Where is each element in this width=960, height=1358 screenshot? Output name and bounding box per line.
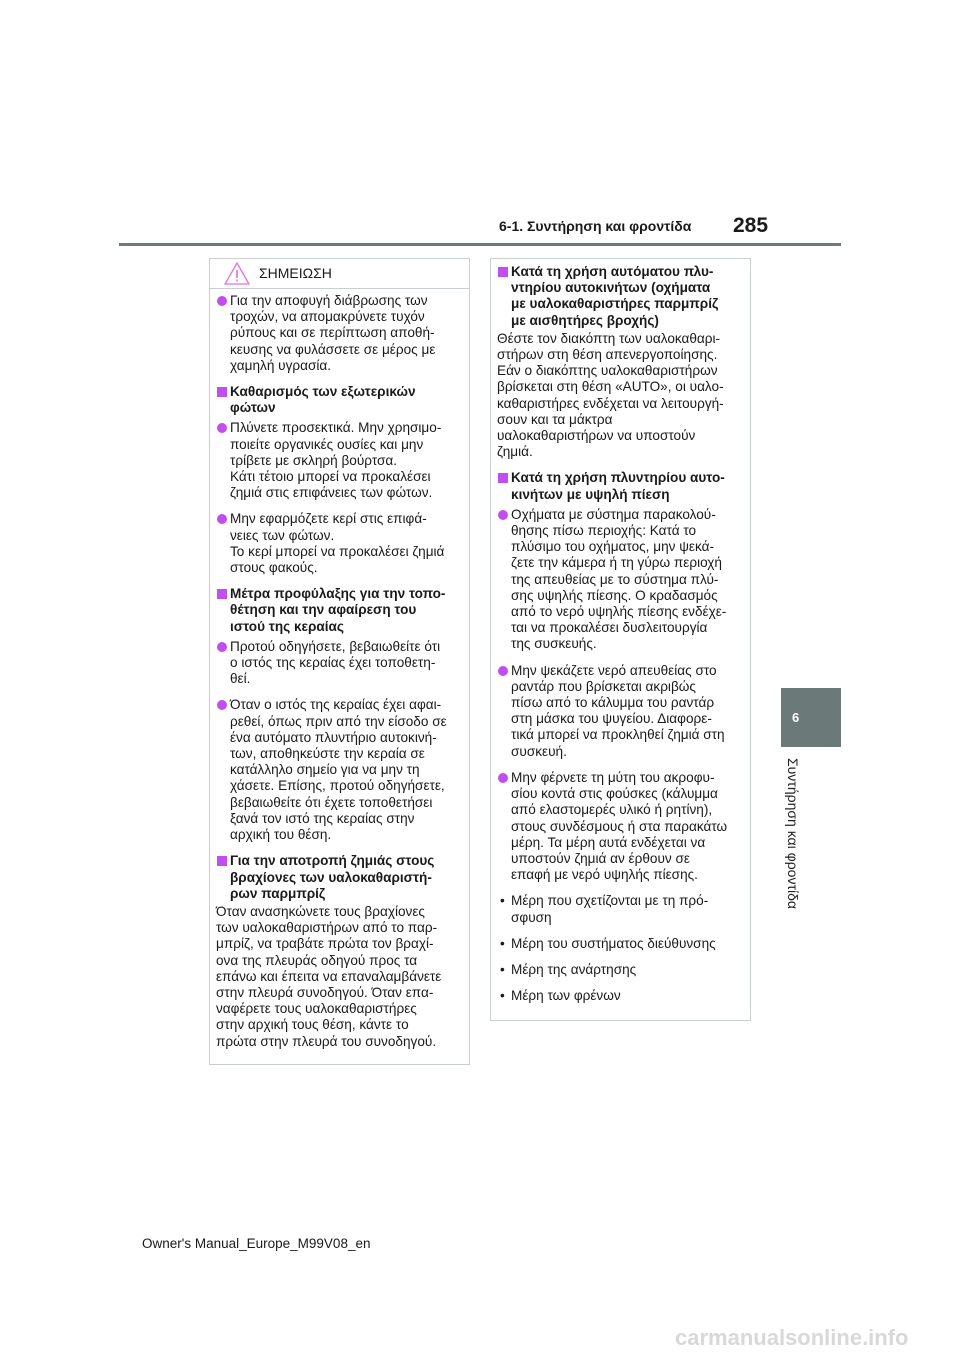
notice-title: ΣΗΜΕΙΩΣΗ xyxy=(259,265,332,281)
list-item xyxy=(497,770,744,883)
circle-bullet-icon xyxy=(217,514,227,524)
item-text: Μέρη του συστήματος διεύθυνσης xyxy=(511,935,716,951)
section-heading xyxy=(216,384,463,416)
item-text: Οχήματα με σύστημα παρακολού- θησης πίσω περιοχής: Κατά το πλύσιμο του οχήματος, μην ψεκά- ζετε την κάμερα ή τη γύρω περιοχή της απευθείας με το σύστημα πλύ- σης υψηλής πίεσης. Ο κραδασμός από το νερό υψηλής πίεσης ενδέχε- ται να προκαλέσει δυσλειτουργία της συσκευής. xyxy=(511,506,727,652)
watermark: carmanualsonline.info xyxy=(675,1325,909,1350)
item-text: Για την αποτροπή ζημιάς στους βραχίονες των υαλοκαθαριστή- ρων παρμπρίζ xyxy=(230,853,435,901)
list-item xyxy=(497,507,744,653)
item-text: Μέρη που σχετίζονται με τη πρό- σφυση xyxy=(511,893,709,925)
list-item xyxy=(216,420,463,501)
list-item xyxy=(216,639,463,688)
right-info-box xyxy=(490,258,751,1021)
list-item xyxy=(216,697,463,843)
notice-box xyxy=(209,258,470,1065)
section-heading xyxy=(216,853,463,902)
item-text: Μην εφαρμόζετε κερί στις επιφά- νειες των φώτων. Το κερί μπορεί να προκαλέσει ζημιά στους φακούς. xyxy=(230,511,445,576)
square-bullet-icon xyxy=(217,589,227,599)
circle-bullet-icon xyxy=(217,700,227,710)
section-title: 6-1. Συντήρηση και φροντίδα xyxy=(499,218,692,234)
square-bullet-icon xyxy=(498,473,508,483)
list-item xyxy=(497,988,744,1004)
chapter-tab[interactable] xyxy=(781,688,841,747)
square-bullet-icon xyxy=(217,387,227,397)
section-heading xyxy=(497,470,744,502)
list-item xyxy=(497,962,744,978)
warning-triangle-icon xyxy=(224,262,250,285)
list-item xyxy=(497,893,744,925)
page-number: 285 xyxy=(733,214,769,237)
item-text: Μέτρα προφύλαξης για την τοπο- θέτηση και την αφαίρεση του ιστού της κεραίας xyxy=(230,586,446,634)
dot-bullet-icon: • xyxy=(500,961,505,977)
circle-bullet-icon xyxy=(498,666,508,676)
item-text: Όταν ο ιστός της κεραίας έχει αφαι- ρεθεί, όπως πριν από την είσοδο σε ένα αυτόματο πλυντήριο αυτοκινή- των, αποθηκεύστε την κεραία σε κατάλληλο σημείο για να μην τη χάσετε. Επίσης, προτού οδηγήσετε, βεβαιωθείτε ότι έχετε τοποθετήσει ξανά τον ιστό της κεραίας στην αρχική του θέση. xyxy=(230,697,447,843)
left-column-content xyxy=(210,289,469,1050)
item-text: Κατά τη χρήση πλυντηρίου αυτο- κινήτων με υψηλή πίεση xyxy=(511,470,725,502)
item-text: Καθαρισμός των εξωτερικών φώτων xyxy=(230,384,416,416)
right-column-content xyxy=(491,259,750,1004)
header-divider xyxy=(119,243,841,246)
notice-header xyxy=(210,259,469,289)
item-text: Μέρη των φρένων xyxy=(511,988,621,1004)
list-item xyxy=(216,511,463,576)
item-text: Θέστε τον διακόπτη των υαλοκαθαρι- στήρων στη θέση απενεργοποίησης. Εάν ο διακόπτης υαλοκαθαριστήρων βρίσκεται στη θέση «AUTO», οι υαλο- καθαριστήρες ενδέχεται να λειτουργή- σουν και τα μάκτρα υαλοκαθαριστήρων να υποστούν ζημιά. xyxy=(497,330,724,460)
circle-bullet-icon xyxy=(217,423,227,433)
circle-bullet-icon xyxy=(217,642,227,652)
section-heading xyxy=(216,586,463,635)
circle-bullet-icon xyxy=(498,510,508,520)
list-item xyxy=(216,293,463,374)
item-text: Μην φέρνετε τη μύτη του ακροφυ- σίου κοντά στις φούσκες (κάλυμμα από ελαστομερές υλικό ή ρητίνη), στους συνδέσμους ή στα παρακάτω μέρη. Τα μέρη αυτά ενδέχεται να υποστούν ζημιά αν έρθουν σε επαφή με νερό υψηλής πίεσης. xyxy=(511,769,728,883)
dot-bullet-icon: • xyxy=(500,935,505,951)
footer-text: Owner's Manual_Europe_M99V08_en xyxy=(142,1236,371,1251)
item-text: Μην ψεκάζετε νερό απευθείας στο ραντάρ που βρίσκεται ακριβώς πίσω από το κάλυμμα του ραντάρ στη μάσκα του ψυγείου. Διαφορε- τικά μπορεί να προκληθεί ζημιά στη συσκευή. xyxy=(511,662,725,759)
item-text: Κατά τη χρήση αυτόματου πλυ- ντηρίου αυτοκινήτων (οχήματα με υαλοκαθαριστήρες παρμπρίζ με αισθητήρες βροχής) xyxy=(511,264,719,328)
item-text: Μέρη της ανάρτησης xyxy=(511,961,637,977)
list-item xyxy=(497,936,744,952)
item-text: Πλύνετε προσεκτικά. Μην χρησιμο- ποιείτε οργανικές ουσίες και μην τρίβετε με σκληρή βούρτσα. Κάτι τέτοιο μπορεί να προκαλέσει ζημιά στις επιφάνειες των φώτων. xyxy=(230,420,442,501)
list-item xyxy=(497,663,744,760)
item-text: Προτού οδηγήσετε, βεβαιωθείτε ότι ο ιστός της κεραίας έχει τοποθετη- θεί. xyxy=(230,638,441,687)
dot-bullet-icon: • xyxy=(500,988,505,1004)
circle-bullet-icon xyxy=(217,296,227,306)
chapter-number: 6 xyxy=(792,710,800,725)
item-text: Όταν ανασηκώνετε τους βραχίονες των υαλοκαθαριστήρων από το παρ- μπρίζ, να τραβάτε πρώτα τον βραχί- ονα της πλευράς οδηγού προς τα επάνω και έπειτα να επαναλαμβάνετε στην πλευρά συνοδηγού. Όταν επα- ναφέρετε τους υαλοκαθαριστήρες στην αρχική τους θέση, κάντε το πρώτα στην πλευρά του συνοδηγού. xyxy=(216,903,442,1049)
paragraph xyxy=(497,331,744,461)
paragraph xyxy=(216,904,463,1050)
square-bullet-icon xyxy=(498,267,508,277)
section-heading xyxy=(497,264,744,329)
square-bullet-icon xyxy=(217,856,227,866)
circle-bullet-icon xyxy=(498,773,508,783)
chapter-label: Συντήρηση και φροντίδα xyxy=(785,758,801,909)
item-text: Για την αποφυγή διάβρωσης των τροχών, να απομακρύνετε τυχόν ρύπους και σε περίπτωση αποθή- κευσης να φυλάσσετε σε μέρος με χαμηλή υγρασία. xyxy=(230,293,436,373)
dot-bullet-icon: • xyxy=(500,893,505,909)
